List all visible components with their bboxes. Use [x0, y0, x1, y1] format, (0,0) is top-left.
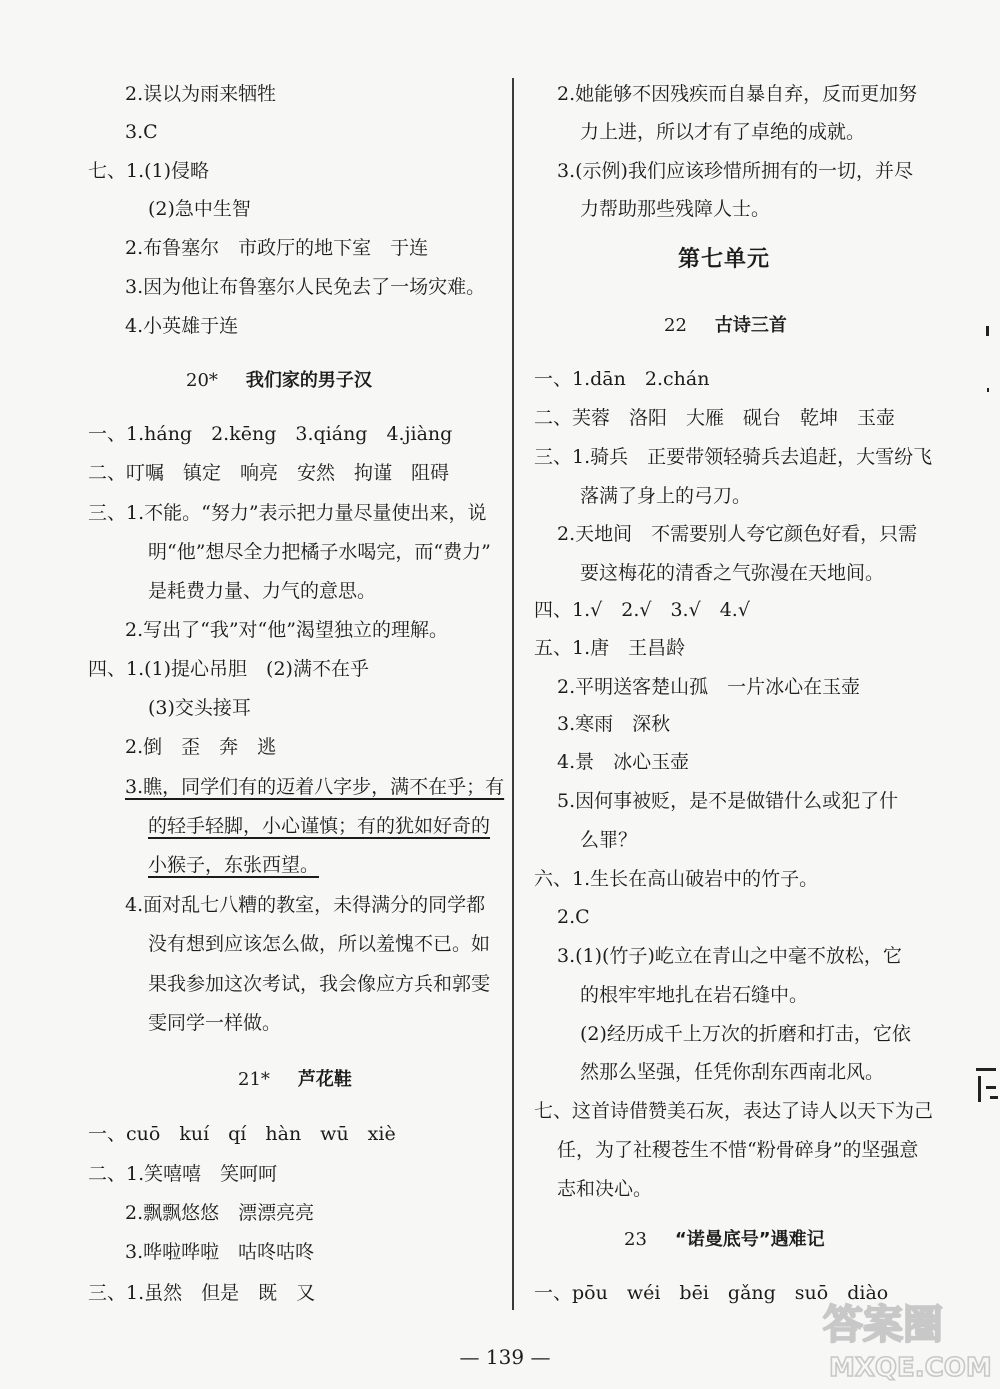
- answer-line: 4.面对乱七八糟的教室，未得满分的同学都: [125, 894, 486, 916]
- answer-line: 明“他”想尽全力把橘子水喝完，而“费力”: [148, 541, 491, 563]
- column-divider: [512, 78, 514, 1310]
- answer-line: 要这梅花的清香之气弥漫在天地间。: [580, 562, 885, 584]
- lesson-number: 21*: [238, 1069, 270, 1090]
- lesson-heading: [624, 1228, 825, 1252]
- answer-line: 3.(1)(竹子)屹立在青山之中毫不放松，它: [557, 945, 902, 967]
- answer-line: 四、1.(1)提心吊胆 (2)满不在乎: [88, 658, 369, 680]
- answer-line: 3.寒雨 深秋: [557, 713, 671, 735]
- answer-text: 3.瞧，同学们有的迈着八字步，满不在乎；有: [125, 776, 505, 798]
- answer-line: 2.写出了“我”对“他”渴望独立的理解。: [125, 619, 448, 641]
- answer-line: 四、1.√ 2.√ 3.√ 4.√: [534, 599, 750, 621]
- answer-line: 然那么坚强，任凭你刮东西南北风。: [580, 1061, 885, 1083]
- answer-line: 三、1.骑兵 正要带领轻骑兵去追赶，大雪纷飞: [534, 446, 933, 468]
- scan-mark: [978, 1076, 981, 1102]
- answer-line: 二、叮嘱 镇定 响亮 安然 拘谨 阻碍: [88, 462, 450, 484]
- answer-line: 2.误以为雨来牺牲: [125, 83, 277, 105]
- answer-line: 志和决心。: [557, 1178, 653, 1200]
- lesson-title: 古诗三首: [714, 315, 787, 336]
- answer-line: 七、1.(1)侵略: [88, 160, 210, 182]
- answer-line: 的根牢牢地扎在岩石缝中。: [580, 984, 809, 1006]
- answer-line: (2)急中生智: [148, 198, 251, 220]
- scan-mark: [986, 326, 989, 336]
- unit-title: 第七单元: [678, 247, 771, 272]
- answer-line: 任，为了社稷苍生不惜“粉骨碎身”的坚强意: [557, 1139, 919, 1161]
- answer-line: 一、1.dān 2.chán: [534, 368, 710, 390]
- lesson-title: “诺曼底号”遇难记: [674, 1229, 825, 1250]
- watermark-logo: [815, 1292, 995, 1384]
- answer-line: 2.飘飘悠悠 漂漂亮亮: [125, 1202, 315, 1224]
- answer-line: (3)交头接耳: [148, 697, 251, 719]
- answer-line: 没有想到应该怎么做，所以羞愧不已。如: [148, 933, 491, 955]
- answer-line: 三、1.不能。“努力”表示把力量尽量使出来，说: [88, 502, 487, 524]
- answer-line: 六、1.生长在高山破岩中的竹子。: [534, 868, 819, 890]
- answer-line: 么罪？: [580, 829, 638, 851]
- answer-line: 2.C: [557, 906, 590, 928]
- answer-line: 二、1.笑嘻嘻 笑呵呵: [88, 1163, 278, 1185]
- answer-line: 落满了身上的弓刀。: [580, 485, 752, 507]
- lesson-title: 芦花鞋: [297, 1069, 352, 1090]
- scan-mark: [987, 388, 989, 392]
- answer-line: 七、这首诗借赞美石灰，表达了诗人以天下为己: [534, 1100, 934, 1122]
- scan-mark: [986, 1086, 996, 1089]
- scan-mark: [976, 1068, 996, 1071]
- answer-line: [148, 853, 319, 877]
- answer-line: 3.C: [125, 121, 158, 143]
- watermark-cn: 答案圈: [823, 1302, 943, 1348]
- answer-text: 小猴子，东张西望。: [148, 854, 320, 876]
- answer-line: 二、芙蓉 洛阳 大雁 砚台 乾坤 玉壶: [534, 407, 896, 429]
- answer-line: 2.天地间 不需要别人夸它颜色好看，只需: [557, 523, 918, 545]
- answer-line: 果我参加这次考试，我会像应方兵和郭雯: [148, 973, 491, 995]
- lesson-heading: [664, 314, 787, 338]
- lesson-number: 23: [624, 1229, 647, 1250]
- answer-line: [125, 775, 504, 799]
- lesson-heading: [186, 369, 372, 393]
- answer-line: 一、cuō kuí qí hàn wū xiè: [88, 1123, 396, 1145]
- answer-line: 一、pōu wéi bēi gǎng suō diào: [534, 1282, 889, 1304]
- lesson-title: 我们家的男子汉: [245, 370, 372, 391]
- answer-line: 3.因为他让布鲁塞尔人民免去了一场灾难。: [125, 276, 486, 298]
- answer-line: 5.因何事被贬，是不是做错什么或犯了什: [557, 790, 899, 812]
- answer-line: 力帮助那些残障人士。: [580, 198, 771, 220]
- answer-line: 2.倒 歪 奔 逃: [125, 736, 277, 758]
- answer-line: [148, 814, 490, 838]
- answer-line: 4.小英雄于连: [125, 315, 239, 337]
- answer-line: 是耗费力量、力气的意思。: [148, 580, 377, 602]
- answer-line: 3.(示例)我们应该珍惜所拥有的一切，并尽: [557, 160, 913, 182]
- answer-line: 2.平明送客楚山孤 一片冰心在玉壶: [557, 676, 861, 698]
- watermark-en: MXQE.COM: [829, 1353, 992, 1383]
- answer-line: 3.哗啦哗啦 咕咚咕咚: [125, 1241, 315, 1263]
- lesson-number: 22: [664, 315, 687, 336]
- answer-line: 五、1.唐 王昌龄: [534, 637, 686, 659]
- answer-line: 雯同学一样做。: [148, 1012, 282, 1034]
- answer-line: 4.景 冰心玉壶: [557, 751, 690, 773]
- lesson-number: 20*: [186, 370, 218, 391]
- scan-mark: [990, 1096, 998, 1099]
- answer-line: 一、1.háng 2.kēng 3.qiáng 4.jiàng: [88, 423, 453, 445]
- answer-text: 的轻手轻脚，小心谨慎；有的犹如好奇的: [148, 815, 491, 837]
- answer-line: (2)经历成千上万次的折磨和打击，它依: [580, 1023, 911, 1045]
- answer-line: 2.布鲁塞尔 市政厅的地下室 于连: [125, 237, 429, 259]
- page-number: — 139 —: [455, 1345, 555, 1369]
- answer-line: 力上进，所以才有了卓绝的成就。: [580, 121, 866, 143]
- answer-line: 三、1.虽然 但是 既 又: [88, 1282, 316, 1304]
- answer-line: 2.她能够不因残疾而自暴自弃，反而更加努: [557, 83, 918, 105]
- lesson-heading: [238, 1068, 352, 1092]
